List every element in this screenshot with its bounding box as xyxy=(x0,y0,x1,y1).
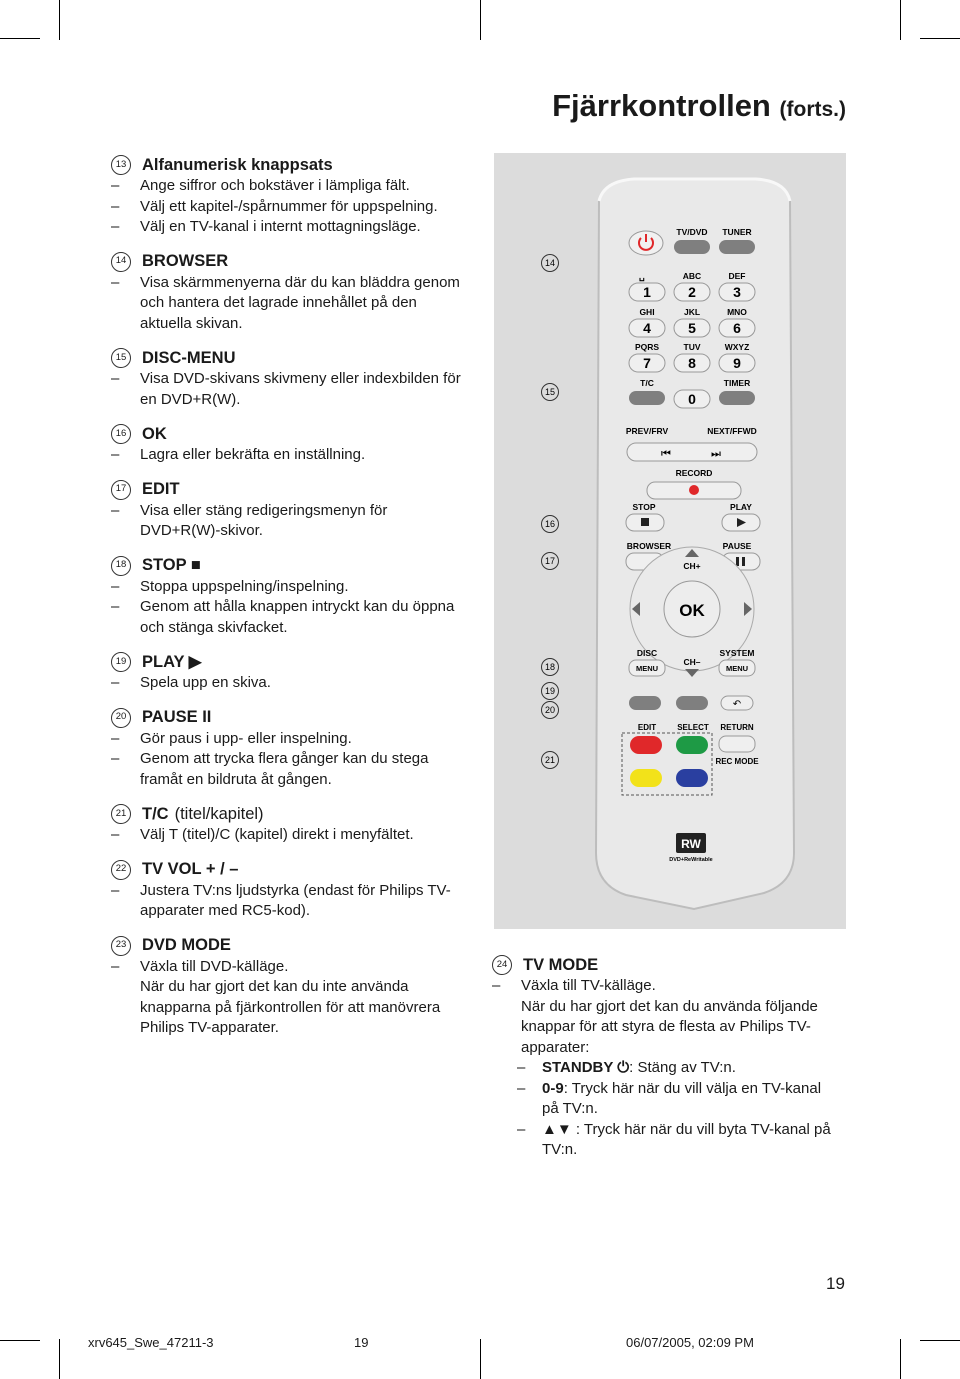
page-number: 19 xyxy=(826,1274,845,1293)
feature-heading xyxy=(115,423,470,445)
prev-icon: ⏮ xyxy=(661,448,671,460)
svg-text:MENU: MENU xyxy=(635,664,659,673)
ok-label: OK xyxy=(679,601,705,620)
feature-line: – Välj ett kapitel-/spårnummer för uppspelning. xyxy=(140,197,470,218)
feature-title: DISC-MENU xyxy=(142,348,236,367)
crop-mark xyxy=(59,1339,60,1379)
feature-heading xyxy=(115,651,470,673)
feature-heading xyxy=(496,954,841,976)
feature-item xyxy=(115,803,470,846)
return-icon: ↶ xyxy=(732,699,742,710)
record-label: RECORD xyxy=(675,468,713,478)
feature-note: När du har gjort det kan du inte använda knapparna på fjärkontrollen för att manövrera Philips TV-apparater. xyxy=(140,978,441,1036)
item-number: 23 xyxy=(111,936,131,956)
page-title: Fjärrkontrollen (forts.) xyxy=(552,88,846,123)
next-label: NEXT/FFWD xyxy=(707,426,757,436)
crop-mark xyxy=(920,1340,960,1341)
feature-item xyxy=(115,479,470,542)
feature-title: Alfanumerisk knappsats xyxy=(142,155,333,174)
digit-label: 1 xyxy=(643,284,651,300)
key-letters-jkl: JKL xyxy=(683,307,701,317)
digit-label: 2 xyxy=(688,284,696,300)
right-column xyxy=(496,954,841,1161)
item-number: 13 xyxy=(111,155,131,175)
crop-mark xyxy=(900,1339,901,1379)
sub-item-text: : Tryck här när du vill byta TV-kanal på TV:n. xyxy=(542,1120,831,1158)
recmode-label: REC MODE xyxy=(715,757,759,766)
space-icon: ␣ xyxy=(639,271,645,281)
system-label: SYSTEM xyxy=(719,648,755,658)
digit-label: 6 xyxy=(733,320,741,336)
feature-title: TV MODE xyxy=(523,955,599,974)
callout-number: 18 xyxy=(544,662,556,672)
tvvol-minus-button xyxy=(629,696,661,710)
digit-label: 7 xyxy=(643,355,651,371)
tvdvd-button xyxy=(674,240,710,254)
crop-mark xyxy=(900,0,901,40)
feature-item xyxy=(115,707,470,791)
crop-mark xyxy=(0,1340,40,1341)
feature-line: – Ange siffror och bokstäver i lämpliga fält. xyxy=(140,176,470,197)
footer-page: 19 xyxy=(354,1335,369,1350)
select-label: SELECT xyxy=(677,723,709,732)
item-number: 22 xyxy=(111,860,131,880)
feature-line: – Gör paus i upp- eller inspelning. xyxy=(140,729,470,750)
crop-mark xyxy=(480,0,481,40)
digit-label: 3 xyxy=(733,284,741,300)
key-letters-tc: T/C xyxy=(640,378,654,388)
return-button xyxy=(719,736,755,752)
tuner-label: TUNER xyxy=(722,227,752,237)
feature-line: – Visa skärmmenyerna där du kan bläddra genom och hantera det lagrade innehållet på den aktuella skivan. xyxy=(140,273,470,335)
feature-item xyxy=(115,251,470,335)
stop-label: STOP xyxy=(632,502,656,512)
digit-label: 0 xyxy=(688,391,696,407)
next-icon: ⏭ xyxy=(711,448,721,460)
feature-heading xyxy=(115,935,470,957)
callout-number: 16 xyxy=(544,519,556,529)
page-subtitle: (forts.) xyxy=(779,98,846,121)
key-letters-wxyz: WXYZ xyxy=(724,342,750,352)
digit-label: 4 xyxy=(643,320,651,336)
feature-line: – Visa DVD-skivans skivmeny eller indexbilden för en DVD+R(W). xyxy=(140,369,470,410)
feature-line: – Välj T (titel)/C (kapitel) direkt i menyfältet. xyxy=(140,825,470,846)
callout-number: 15 xyxy=(544,387,556,397)
crop-mark xyxy=(59,0,60,40)
crop-mark xyxy=(0,38,40,39)
item-number: 17 xyxy=(111,480,131,500)
feature-line: – Spela upp en skiva. xyxy=(140,673,470,694)
crop-mark xyxy=(480,1339,481,1379)
feature-title: DVD MODE xyxy=(142,936,231,955)
prev-next-rocker xyxy=(627,443,757,461)
svg-text:MENU: MENU xyxy=(725,664,749,673)
digit-label: 5 xyxy=(688,320,696,336)
prev-label: PREV/FRV xyxy=(625,426,669,436)
sub-item xyxy=(521,1058,841,1079)
feature-title-extra: (titel/kapitel) xyxy=(174,804,264,823)
sub-item-key: 0-9 xyxy=(542,1079,564,1097)
feature-line: – Genom att hålla knappen intryckt kan du öppna och stänga skivfacket. xyxy=(140,597,470,638)
crop-mark xyxy=(920,38,960,39)
feature-item xyxy=(115,859,470,922)
green-button xyxy=(676,736,708,754)
sub-item-key: STANDBY ⏻ xyxy=(542,1059,630,1076)
item-number: 19 xyxy=(111,652,131,672)
rw-caption: DVD+ReWritable xyxy=(669,857,713,863)
item-number: 15 xyxy=(111,348,131,368)
callout-number: 14 xyxy=(544,258,556,268)
item-number: 14 xyxy=(111,252,131,272)
feature-line: – Välj en TV-kanal i internt mottagningsläge. xyxy=(140,217,470,238)
feature-line: – Genom att trycka flera gånger kan du stega framåt en bildruta åt gången. xyxy=(140,749,470,790)
feature-item xyxy=(115,347,470,410)
tc-button xyxy=(629,391,665,405)
red-button xyxy=(630,736,662,754)
key-letters-def: DEF xyxy=(728,271,746,281)
feature-title: OK xyxy=(142,424,167,443)
feature-title: PLAY ▶ xyxy=(142,652,202,671)
callout-number: 17 xyxy=(544,556,556,566)
feature-heading xyxy=(115,707,470,729)
feature-item xyxy=(115,935,470,1039)
feature-title: PAUSE II xyxy=(142,708,212,727)
feature-title: TV VOL + / – xyxy=(142,860,239,879)
browser-label: BROWSER xyxy=(626,541,672,551)
left-column xyxy=(115,154,470,1052)
tvdvd-label: TV/DVD xyxy=(676,227,708,237)
callout-number: 21 xyxy=(544,755,556,765)
item-number: 24 xyxy=(492,955,512,975)
feature-heading xyxy=(115,859,470,881)
tuner-button xyxy=(719,240,755,254)
key-letters-abc: ABC xyxy=(682,271,702,281)
feature-line: – Växla till TV-källäge. xyxy=(521,976,841,997)
feature-heading xyxy=(115,479,470,501)
footer-file: xrv645_Swe_47211-3 xyxy=(88,1335,214,1350)
feature-note: När du har gjort det kan du använda följande knappar för att styra de flesta av Philips TV-apparater: xyxy=(521,997,818,1056)
sub-item xyxy=(521,1120,841,1161)
callout-number: 19 xyxy=(544,686,556,696)
sub-item-key: ▲▼ xyxy=(542,1120,572,1138)
key-letters-mno: MNO xyxy=(727,307,747,317)
edit-label: EDIT xyxy=(637,723,657,732)
key-letters-pqrs: PQRS xyxy=(634,342,660,352)
feature-heading xyxy=(115,803,470,825)
svg-text:RW: RW xyxy=(681,837,701,851)
feature-line: – Lagra eller bekräfta en inställning. xyxy=(140,445,470,466)
feature-heading xyxy=(115,555,470,577)
feature-title: BROWSER xyxy=(142,252,229,271)
sub-item xyxy=(521,1079,841,1120)
feature-item xyxy=(115,555,470,639)
feature-line: – Visa eller stäng redigeringsmenyn för DVD+R(W)-skivor. xyxy=(140,501,470,542)
chminus-label: CH– xyxy=(683,657,701,667)
sub-item-text: : Stäng av TV:n. xyxy=(629,1059,736,1076)
feature-title: T/C xyxy=(142,804,169,823)
item-number: 16 xyxy=(111,424,131,444)
item-number: 18 xyxy=(111,556,131,576)
timer-button xyxy=(719,391,755,405)
item-number: 21 xyxy=(111,804,131,824)
disc-label: DISC xyxy=(636,648,658,658)
key-letters-tuv: TUV xyxy=(683,342,701,352)
record-icon xyxy=(689,485,699,495)
key-letters-timer: TIMER xyxy=(723,378,751,388)
digit-label: 8 xyxy=(688,355,696,371)
feature-title: STOP ■ xyxy=(142,556,201,575)
feature-item xyxy=(115,154,470,238)
footer-date: 06/07/2005, 02:09 PM xyxy=(626,1335,754,1350)
feature-title: EDIT xyxy=(142,480,180,499)
feature-line: – Justera TV:ns ljudstyrka (endast för Philips TV-apparater med RC5-kod). xyxy=(140,881,470,922)
feature-item xyxy=(115,651,470,694)
feature-item xyxy=(115,423,470,466)
callout-group xyxy=(542,255,559,769)
digit-label: 9 xyxy=(733,355,741,371)
callout-number: 20 xyxy=(544,705,556,715)
feature-heading xyxy=(115,154,470,176)
feature-line: – Stoppa uppspelning/inspelning. xyxy=(140,577,470,598)
feature-heading xyxy=(115,347,470,369)
key-letters-ghi: GHI xyxy=(639,307,655,317)
pause-label: PAUSE xyxy=(722,541,752,551)
feature-line: – Växla till DVD-källäge. xyxy=(140,957,470,978)
feature-heading xyxy=(115,251,470,273)
tv-button xyxy=(676,696,708,710)
return-label: RETURN xyxy=(720,723,754,732)
stop-icon xyxy=(641,518,649,526)
play-label: PLAY xyxy=(730,502,752,512)
item-number: 20 xyxy=(111,708,131,728)
yellow-button xyxy=(630,769,662,787)
chplus-label: CH+ xyxy=(683,561,701,571)
remote-svg xyxy=(494,153,846,929)
blue-button xyxy=(676,769,708,787)
sub-item-text: : Tryck här när du vill välja en TV-kanal på TV:n. xyxy=(542,1079,822,1117)
remote-illustration xyxy=(494,153,846,929)
